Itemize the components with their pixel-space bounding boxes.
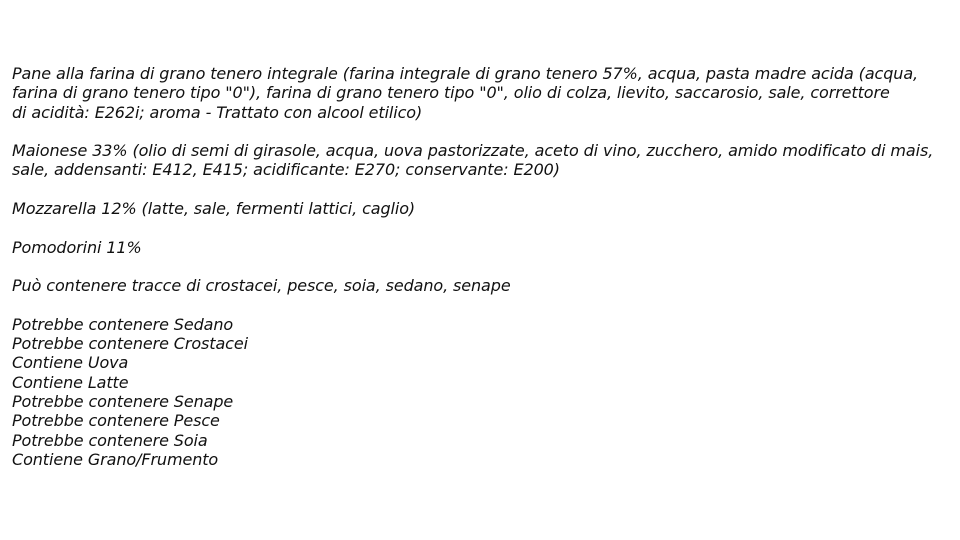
allergen-item: Potrebbe contenere Crostacei xyxy=(12,334,248,354)
tomatoes-ingredients: Pomodorini 11% xyxy=(12,237,142,257)
bread-ingredients: Pane alla farina di grano tenero integrale (farina integrale di grano tenero 57%, acqua, pasta madre acida (acqua, farina di grano tenero tipo "0"), farina di grano tenero tipo "0", olio di colza, lievito, saccarosio, sale, correttore di acidità: E262i; aroma - Trattato con alcool etilico) xyxy=(12,64,919,122)
allergen-item: Potrebbe contenere Soia xyxy=(12,430,208,450)
allergen-item: Contiene Grano/Frumento xyxy=(12,449,219,469)
allergen-item: Potrebbe contenere Senape xyxy=(12,392,234,412)
mozzarella-ingredients: Mozzarella 12% (latte, sale, fermenti lattici, caglio) xyxy=(12,199,416,219)
allergen-list xyxy=(12,315,952,469)
allergen-item: Potrebbe contenere Pesce xyxy=(12,411,220,431)
traces-statement: Può contenere tracce di crostacei, pesce, soia, sedano, senape xyxy=(12,276,511,296)
allergen-item: Contiene Uova xyxy=(12,353,129,373)
allergen-item: Contiene Latte xyxy=(12,372,129,392)
allergen-item: Potrebbe contenere Sedano xyxy=(12,314,234,334)
ingredients-document xyxy=(12,64,952,469)
mayonnaise-ingredients: Maionese 33% (olio di semi di girasole, acqua, uova pastorizzate, aceto di vino, zucchero, amido modificato di mais, sale, addensanti: E412, E415; acidificante: E270; conservante: E200) xyxy=(12,141,934,180)
